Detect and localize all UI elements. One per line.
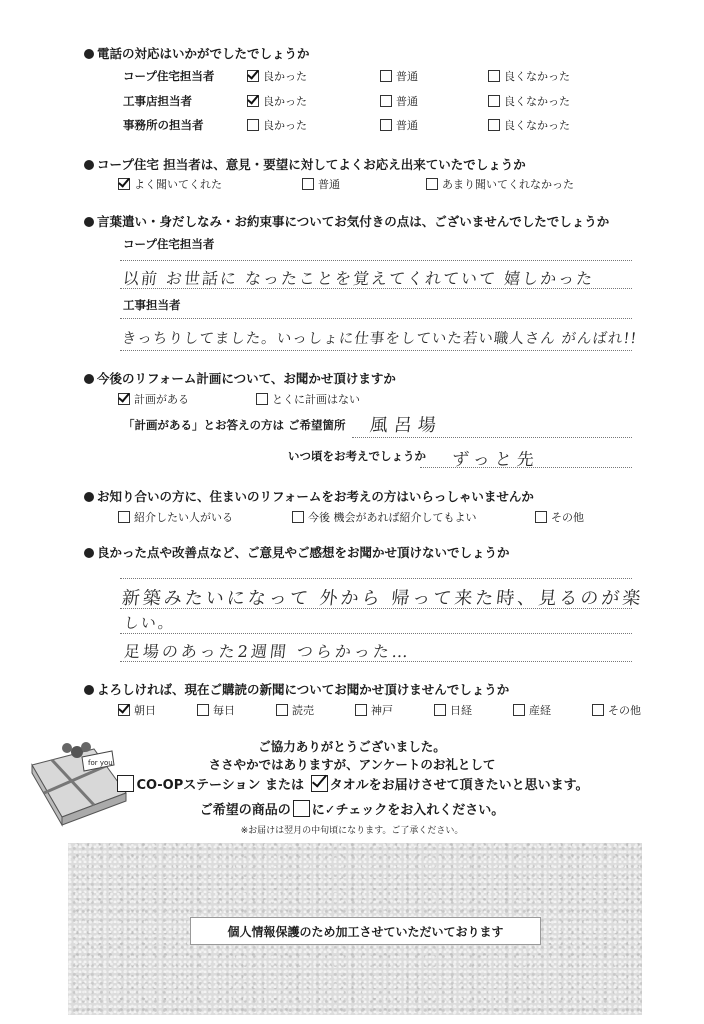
checkbox-icon[interactable]: [488, 95, 500, 107]
q6-answer-line1: 新築みたいになって 外から 帰って来た時、見るのが楽: [120, 588, 645, 609]
bullet-icon: [84, 160, 94, 170]
q4-opt-has-plan[interactable]: 計画がある: [118, 391, 189, 407]
answer-line: [120, 260, 632, 261]
checkbox-icon[interactable]: [197, 704, 209, 716]
answer-line: [120, 661, 632, 662]
q7-opt-yomiuri[interactable]: 読売: [276, 702, 314, 718]
checkbox-icon[interactable]: [256, 393, 268, 405]
q3-sub2: 工事担当者: [123, 298, 181, 312]
q6-answer-line3: 足場のあった2週間 つらかった…: [122, 642, 413, 661]
q7-opt-mainichi[interactable]: 毎日: [197, 702, 235, 718]
privacy-notice: 個人情報保護のため加工させていただいております: [190, 917, 541, 945]
thanks-gift-line: CO-OPステーション または タオルをお届けさせて頂きたいと思います。: [0, 774, 704, 793]
answer-line: [352, 437, 632, 438]
checkbox-icon[interactable]: [426, 178, 438, 190]
q1-row2-label: 工事店担当者: [123, 94, 192, 108]
checkbox-icon[interactable]: [592, 704, 604, 716]
checkbox-checked-icon[interactable]: [247, 95, 259, 107]
q2-opt-not-listened[interactable]: あまり聞いてくれなかった: [426, 176, 574, 192]
checkbox-checked-icon[interactable]: [247, 70, 259, 82]
answer-line: [120, 578, 632, 579]
answer-line: [120, 608, 632, 609]
q7-opt-kobe[interactable]: 神戸: [355, 702, 393, 718]
q2-title: コープ住宅 担当者は、意見・要望に対してよくお応え出来ていたでしょうか: [84, 155, 526, 173]
delivery-note: ※お届けは翌月の中旬頃になります。ご了承ください。: [240, 826, 464, 836]
q2-opt-normal[interactable]: 普通: [302, 176, 340, 192]
q1-row1-label: コープ住宅担当者: [123, 69, 215, 83]
answer-line: [120, 350, 632, 351]
checkbox-icon[interactable]: [276, 704, 288, 716]
thanks-line2: ささやかではありますが、アンケートのお礼として: [208, 757, 496, 772]
q1-row3-normal[interactable]: 普通: [380, 117, 418, 133]
checkbox-icon[interactable]: [380, 95, 392, 107]
q4-place-answer: 風呂場: [368, 415, 443, 436]
checkbox-icon[interactable]: [118, 511, 130, 523]
checkbox-icon[interactable]: [380, 119, 392, 131]
bullet-icon: [84, 217, 94, 227]
checkbox-icon[interactable]: [355, 704, 367, 716]
checkbox-icon[interactable]: [513, 704, 525, 716]
q4-when-answer: ずっと先: [450, 450, 540, 470]
q1-title: [84, 44, 310, 62]
q7-opt-asahi[interactable]: 朝日: [118, 702, 156, 718]
thanks-line1: ご協力ありがとうございました。: [258, 739, 446, 754]
q4-title: 今後のリフォーム計画について、お聞かせ頂けますか: [84, 369, 396, 387]
checkbox-icon[interactable]: [247, 119, 259, 131]
q3-answer2: きっちりしてました。いっしょに仕事をしていた若い職人さん がんばれ!!: [121, 331, 638, 347]
checkbox-icon[interactable]: [380, 70, 392, 82]
q5-title: お知り合いの方に、住まいのリフォームをお考えの方はいらっしゃいませんか: [84, 487, 534, 505]
q3-sub1: コープ住宅担当者: [123, 237, 215, 251]
gift-tag-text: for you: [88, 759, 113, 767]
bullet-icon: [84, 374, 94, 384]
q4-opt-no-plan[interactable]: とくに計画はない: [256, 391, 360, 407]
checkbox-icon[interactable]: [434, 704, 446, 716]
q3-answer1: 以前 お世話に なったことを覚えてくれていて 嬉しかった: [121, 269, 596, 288]
q1-row3-good[interactable]: 良かった: [247, 117, 307, 133]
bullet-icon: [84, 492, 94, 502]
q4-when-label: いつ頃をお考えでしょうか: [288, 449, 426, 463]
bullet-icon: [84, 548, 94, 558]
q6-title: 良かった点や改善点など、ご意見やご感想をお聞かせ頂けないでしょうか: [84, 543, 510, 561]
q5-opt-maybe[interactable]: 今後 機会があれば紹介してもよい: [292, 509, 477, 525]
q7-opt-nikkei[interactable]: 日経: [434, 702, 472, 718]
gift-towel-checkbox[interactable]: [311, 775, 328, 792]
q6-answer-line2: しい。: [123, 614, 176, 632]
q7-opt-other[interactable]: その他: [592, 702, 641, 718]
bullet-icon: [84, 49, 94, 59]
gift-coop-checkbox[interactable]: [117, 775, 134, 792]
bullet-icon: [84, 685, 94, 695]
q4-plan-prompt: 「計画がある」とお答えの方は: [123, 418, 284, 432]
q1-row2-good[interactable]: 良かった: [247, 93, 307, 109]
q7-title: よろしければ、現在ご購読の新聞についてお聞かせ頂けませんでしょうか: [84, 680, 509, 698]
answer-line: [120, 318, 632, 319]
checkbox-icon[interactable]: [488, 70, 500, 82]
q1-row1-bad[interactable]: 良くなかった: [488, 68, 570, 84]
q5-opt-other[interactable]: その他: [535, 509, 584, 525]
q7-opt-sankei[interactable]: 産経: [513, 702, 551, 718]
q3-title: 言葉遣い・身だしなみ・お約束事についてお気付きの点は、ございませんでしたでしょうか: [84, 212, 609, 230]
checkbox-checked-icon[interactable]: [118, 178, 130, 190]
checkbox-icon[interactable]: [535, 511, 547, 523]
q1-title-text: 電話の対応はいかがでしたでしょうか: [97, 46, 310, 61]
q1-row3-bad[interactable]: 良くなかった: [488, 117, 570, 133]
q4-place-label: ご希望箇所: [288, 418, 346, 432]
q1-row1-normal[interactable]: 普通: [380, 68, 418, 84]
checkbox-icon[interactable]: [292, 511, 304, 523]
answer-line: [120, 288, 632, 289]
checkbox-icon[interactable]: [488, 119, 500, 131]
q1-row3-label: 事務所の担当者: [123, 118, 204, 132]
q1-row1-good[interactable]: 良かった: [247, 68, 307, 84]
checkbox-checked-icon[interactable]: [118, 393, 130, 405]
sample-checkbox-icon: [293, 800, 310, 817]
checkbox-icon[interactable]: [302, 178, 314, 190]
q1-row2-bad[interactable]: 良くなかった: [488, 93, 570, 109]
q5-opt-introduce[interactable]: 紹介したい人がいる: [118, 509, 233, 525]
q1-row2-normal[interactable]: 普通: [380, 93, 418, 109]
answer-line: [120, 633, 632, 634]
answer-line: [420, 467, 632, 468]
q2-opt-listened[interactable]: よく聞いてくれた: [118, 176, 222, 192]
thanks-instruction: ご希望の商品の に✓チェックをお入れください。: [0, 799, 704, 818]
checkbox-checked-icon[interactable]: [118, 704, 130, 716]
